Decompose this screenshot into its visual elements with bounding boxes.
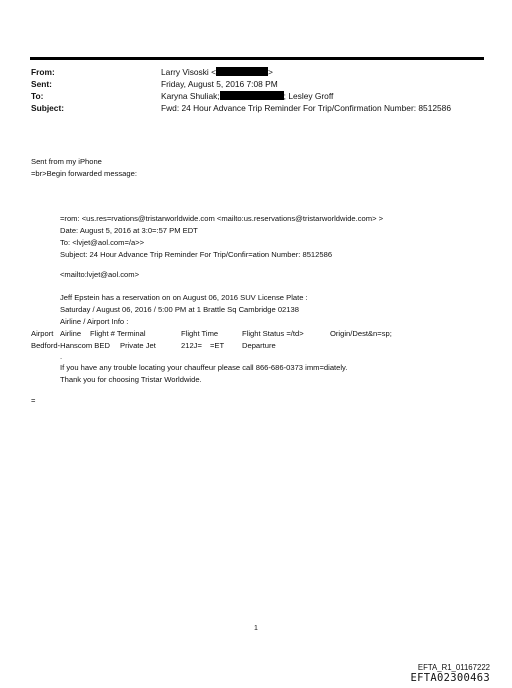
page-number: 1 <box>254 625 258 632</box>
table-header-flight-time: Flight Time <box>181 329 219 338</box>
subject-value: Fwd: 24 Hour Advance Trip Reminder For Trip/Confirmation Number: 8512586 <box>161 103 451 113</box>
table-header-flight-terminal: Flight # Terminal <box>90 329 146 338</box>
mailto-line: <mailto:lvjet@aol.com> <box>60 270 140 279</box>
airline-info-line: Airline / Airport Info : <box>60 317 129 326</box>
table-row-flight: 212J= <box>181 341 202 350</box>
efta-r1-label: EFTA_R1_01167222 <box>417 663 490 672</box>
reservation-line: Jeff Epstein has a reservation on on August 06, 2016 SUV License Plate : <box>60 293 308 302</box>
fwd-to-line: To: <lvjet@aol.com=/a>> <box>60 238 145 247</box>
to-value <box>161 91 333 101</box>
fwd-from-line: =rom: <us.res=rvations@tristarworldwide.com <mailto:us.reservations@tristarworldwide.com> > <box>60 214 384 223</box>
from-label: From: <box>31 67 55 77</box>
table-header-flight-status: Flight Status =/td> <box>242 329 304 338</box>
table-header-airport: Airport <box>31 329 54 338</box>
table-row-time: =ET <box>210 341 225 350</box>
from-close: > <box>268 67 273 77</box>
sent-value: Friday, August 5, 2016 7:08 PM <box>161 79 278 89</box>
dot-line: . <box>60 352 63 361</box>
fwd-subject-line: Subject: 24 Hour Advance Trip Reminder For Trip/Confir=ation Number: 8512586 <box>60 250 333 259</box>
table-header-airline: Airline <box>60 329 82 338</box>
to-first: Karyna Shuliak; <box>161 91 220 101</box>
begin-forward-line: =br>Begin forwarded message: <box>31 169 137 178</box>
trailing-equals: = <box>31 396 36 405</box>
table-row-status: Departure <box>242 341 276 350</box>
table-row-airport: Bedford-Hanscom BED <box>31 341 110 350</box>
trouble-line: If you have any trouble locating your chauffeur please call 866-686-0373 imm=diately. <box>60 363 348 372</box>
pickup-line: Saturday / August 06, 2016 / 5:00 PM at 1 Brattle Sq Cambridge 02138 <box>60 305 299 314</box>
thanks-line: Thank you for choosing Tristar Worldwide. <box>60 375 202 384</box>
to-second: ; Lesley Groff <box>283 91 334 101</box>
bates-number: EFTA02300463 <box>410 672 490 684</box>
subject-label: Subject: <box>31 103 65 113</box>
fwd-date-line: Date: August 5, 2016 at 3:0=:57 PM EDT <box>60 226 198 235</box>
table-header-origin-dest: Origin/Dest&n=sp; <box>330 329 392 338</box>
from-value <box>161 67 273 77</box>
redaction-block <box>220 91 284 100</box>
header-rule <box>30 57 484 60</box>
redaction-block <box>216 67 268 76</box>
sent-from-line: Sent from my iPhone <box>31 157 102 166</box>
to-label: To: <box>31 91 44 101</box>
sent-label: Sent: <box>31 79 52 89</box>
from-name: Larry Visoski < <box>161 67 217 77</box>
table-row-airline: Private Jet <box>120 341 156 350</box>
